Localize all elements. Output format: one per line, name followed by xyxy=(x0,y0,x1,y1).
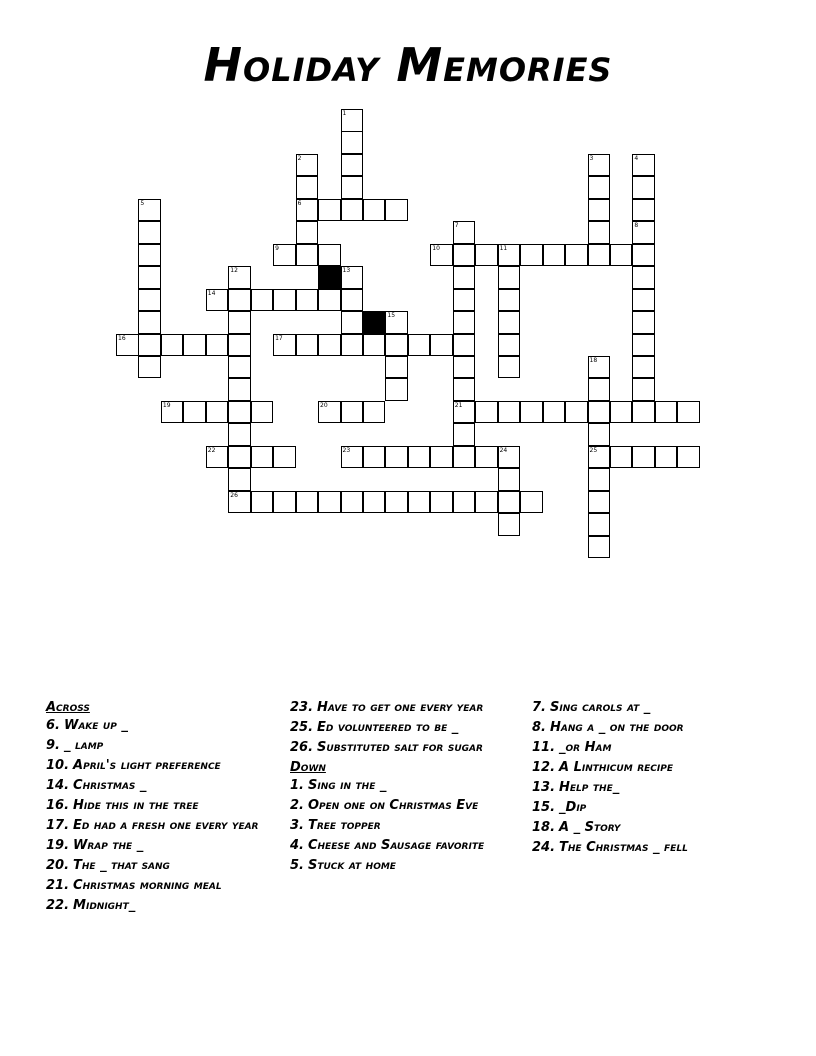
grid-cell[interactable] xyxy=(138,199,161,222)
grid-cell[interactable] xyxy=(318,244,341,267)
grid-cell[interactable] xyxy=(588,176,611,199)
clue-number: 15 xyxy=(387,312,396,319)
grid-cell[interactable] xyxy=(228,401,251,424)
clue-number-label: 18. xyxy=(532,820,556,835)
across-clue xyxy=(46,878,276,894)
grid-cell[interactable] xyxy=(632,154,655,177)
grid-cell[interactable] xyxy=(341,199,364,222)
clue-text: Sing carols at _ xyxy=(549,700,651,715)
grid-cell[interactable] xyxy=(273,244,296,267)
grid-cell[interactable] xyxy=(453,266,476,289)
grid-cell[interactable] xyxy=(588,423,611,446)
grid-cell[interactable] xyxy=(498,513,521,536)
down-clue xyxy=(290,858,520,874)
clue-number: 23 xyxy=(342,446,351,454)
grid-cell[interactable] xyxy=(228,491,251,514)
grid-cell[interactable] xyxy=(498,401,521,424)
grid-cell[interactable] xyxy=(273,334,296,357)
clue-number: 8 xyxy=(634,222,639,230)
grid-cell[interactable] xyxy=(610,401,633,424)
grid-cell[interactable] xyxy=(475,401,498,424)
down-clue xyxy=(532,780,762,796)
grid-cell[interactable] xyxy=(161,401,184,424)
grid-cell[interactable] xyxy=(610,244,633,267)
grid-cell[interactable] xyxy=(318,334,341,357)
grid-cell[interactable] xyxy=(677,446,700,469)
grid-cell[interactable] xyxy=(251,401,274,424)
grid-cell[interactable] xyxy=(632,356,655,379)
clue-number: 3 xyxy=(589,154,594,162)
grid-cell[interactable] xyxy=(588,356,611,379)
grid-cell[interactable] xyxy=(341,334,364,357)
grid-cell[interactable] xyxy=(453,401,476,424)
grid-cell[interactable] xyxy=(296,244,319,267)
grid-cell[interactable] xyxy=(498,446,521,469)
clue-number: 6 xyxy=(297,199,302,207)
grid-cell[interactable] xyxy=(363,199,386,222)
clue-number: 2 xyxy=(297,154,302,162)
grid-cell[interactable] xyxy=(273,446,296,469)
clue-text: The Christmas _ fell xyxy=(559,840,688,855)
grid-cell[interactable] xyxy=(228,423,251,446)
grid-cell[interactable] xyxy=(498,356,521,379)
clue-number-label: 25. xyxy=(290,720,314,735)
clue-text: _or Ham xyxy=(559,740,612,755)
grid-cell[interactable] xyxy=(475,446,498,469)
down-clue xyxy=(532,800,762,816)
across-clues-part-2 xyxy=(290,700,520,756)
clue-number: 25 xyxy=(589,446,598,454)
down-clue xyxy=(290,778,520,794)
grid-cell[interactable] xyxy=(341,266,364,289)
clue-number-label: 1. xyxy=(290,778,304,793)
across-clues-part-1 xyxy=(46,718,276,914)
grid-cell[interactable] xyxy=(632,289,655,312)
clue-column-1 xyxy=(46,700,276,918)
across-clue xyxy=(46,798,276,814)
grid-cell[interactable] xyxy=(385,311,408,334)
across-clue xyxy=(46,858,276,874)
grid-cell[interactable] xyxy=(273,491,296,514)
grid-cell[interactable] xyxy=(296,221,319,244)
grid-cell[interactable] xyxy=(228,311,251,334)
grid-cell[interactable] xyxy=(341,446,364,469)
grid-cell[interactable] xyxy=(588,468,611,491)
grid-cell[interactable] xyxy=(632,176,655,199)
clue-number: 26 xyxy=(230,491,238,499)
grid-cell[interactable] xyxy=(296,334,319,357)
clue-text: Hide this in the tree xyxy=(73,798,199,813)
across-clue xyxy=(290,700,520,716)
grid-cell[interactable] xyxy=(138,244,161,267)
across-clue xyxy=(46,818,276,834)
grid-cell[interactable] xyxy=(385,446,408,469)
clue-number: 24 xyxy=(499,446,508,454)
grid-cell[interactable] xyxy=(453,378,476,401)
clue-number-label: 15. xyxy=(532,800,556,815)
grid-cell[interactable] xyxy=(498,491,521,514)
grid-cell[interactable] xyxy=(655,446,678,469)
clue-number: 20 xyxy=(320,401,328,409)
grid-cell[interactable] xyxy=(206,446,229,469)
black-cell xyxy=(318,266,341,289)
grid-cell[interactable] xyxy=(251,491,274,514)
grid-cell[interactable] xyxy=(206,334,229,357)
grid-cell[interactable] xyxy=(341,491,364,514)
grid-cell[interactable] xyxy=(430,491,453,514)
down-clue xyxy=(532,700,762,716)
grid-cell[interactable] xyxy=(341,401,364,424)
clue-column-2 xyxy=(290,700,520,878)
clue-text: Ed had a fresh one every year xyxy=(73,818,259,833)
clue-text: Cheese and Sausage favorite xyxy=(307,838,485,853)
grid-cell[interactable] xyxy=(183,401,206,424)
clue-column-3 xyxy=(532,700,762,860)
clue-number: 7 xyxy=(454,222,459,230)
grid-cell[interactable] xyxy=(296,154,319,177)
grid-cell[interactable] xyxy=(385,378,408,401)
grid-cell[interactable] xyxy=(453,491,476,514)
clue-number-label: 2. xyxy=(290,798,304,813)
grid-cell[interactable] xyxy=(632,221,655,244)
grid-cell[interactable] xyxy=(610,446,633,469)
clue-number-label: 13. xyxy=(532,780,556,795)
grid-cell[interactable] xyxy=(498,334,521,357)
clue-number: 12 xyxy=(230,267,238,275)
clue-text: Wrap the _ xyxy=(73,838,144,853)
grid-cell[interactable] xyxy=(273,289,296,312)
grid-cell[interactable] xyxy=(453,244,476,267)
grid-cell[interactable] xyxy=(296,199,319,222)
grid-cell[interactable] xyxy=(206,289,229,312)
grid-cell[interactable] xyxy=(318,401,341,424)
grid-cell[interactable] xyxy=(228,378,251,401)
grid-cell[interactable] xyxy=(677,401,700,424)
clue-number: 21 xyxy=(454,401,463,409)
across-clue xyxy=(46,898,276,914)
grid-cell[interactable] xyxy=(498,289,521,312)
grid-cell[interactable] xyxy=(632,199,655,222)
clue-number-label: 9. xyxy=(46,738,60,753)
clue-text: Midnight_ xyxy=(73,898,136,913)
clue-number: 13 xyxy=(342,267,351,275)
clue-number: 4 xyxy=(634,154,639,162)
grid-cell[interactable] xyxy=(588,154,611,177)
down-clue xyxy=(532,720,762,736)
clue-text: Tree topper xyxy=(307,818,381,833)
grid-cell[interactable] xyxy=(655,401,678,424)
clue-number: 9 xyxy=(275,244,279,252)
grid-cell[interactable] xyxy=(228,356,251,379)
clue-text: Hang a _ on the door xyxy=(549,720,684,735)
clue-text: A Linthicum recipe xyxy=(559,760,673,775)
grid-cell[interactable] xyxy=(341,289,364,312)
clue-text: Open one on Christmas Eve xyxy=(307,798,479,813)
clue-number-label: 16. xyxy=(46,798,70,813)
grid-cell[interactable] xyxy=(453,311,476,334)
grid-cell[interactable] xyxy=(138,334,161,357)
grid-cell[interactable] xyxy=(138,356,161,379)
clue-text: A _ Story xyxy=(559,820,621,835)
grid-cell[interactable] xyxy=(206,401,229,424)
grid-cell[interactable] xyxy=(588,378,611,401)
grid-cell[interactable] xyxy=(588,513,611,536)
clue-number-label: 17. xyxy=(46,818,70,833)
clue-text: Sing in the _ xyxy=(307,778,387,793)
grid-cell[interactable] xyxy=(453,446,476,469)
clue-number-label: 19. xyxy=(46,838,70,853)
grid-cell[interactable] xyxy=(296,289,319,312)
clue-number-label: 26. xyxy=(290,740,314,755)
clue-number-label: 11. xyxy=(532,740,556,755)
clue-text: Help the_ xyxy=(559,780,620,795)
across-clue xyxy=(290,720,520,736)
clue-number-label: 24. xyxy=(532,840,556,855)
grid-cell[interactable] xyxy=(296,176,319,199)
clue-number-label: 8. xyxy=(532,720,546,735)
grid-cell[interactable] xyxy=(498,244,521,267)
grid-cell[interactable] xyxy=(453,423,476,446)
grid-cell[interactable] xyxy=(341,311,364,334)
grid-cell[interactable] xyxy=(588,491,611,514)
clue-number-label: 3. xyxy=(290,818,304,833)
grid-cell[interactable] xyxy=(138,289,161,312)
grid-cell[interactable] xyxy=(363,446,386,469)
grid-cell[interactable] xyxy=(183,334,206,357)
clue-number-label: 20. xyxy=(46,858,70,873)
grid-cell[interactable] xyxy=(588,221,611,244)
across-clue xyxy=(46,838,276,854)
grid-cell[interactable] xyxy=(138,221,161,244)
grid-cell[interactable] xyxy=(453,356,476,379)
grid-cell[interactable] xyxy=(228,468,251,491)
page-title: Holiday Memories xyxy=(203,38,613,92)
grid-cell[interactable] xyxy=(318,289,341,312)
black-cell xyxy=(363,311,386,334)
grid-cell[interactable] xyxy=(385,199,408,222)
grid-cell[interactable] xyxy=(341,131,364,154)
across-heading: Across xyxy=(46,700,90,715)
grid-cell[interactable] xyxy=(520,244,543,267)
down-clue xyxy=(290,818,520,834)
grid-cell[interactable] xyxy=(543,244,566,267)
grid-cell[interactable] xyxy=(475,244,498,267)
clue-number: 5 xyxy=(140,199,145,207)
clue-number-label: 23. xyxy=(290,700,314,715)
clue-number-label: 4. xyxy=(290,838,304,853)
grid-cell[interactable] xyxy=(588,199,611,222)
across-clue xyxy=(46,758,276,774)
grid-cell[interactable] xyxy=(588,244,611,267)
across-clue xyxy=(290,740,520,756)
grid-cell[interactable] xyxy=(632,311,655,334)
grid-cell[interactable] xyxy=(632,378,655,401)
clue-number-label: 10. xyxy=(46,758,70,773)
down-clue xyxy=(532,840,762,856)
clue-number: 22 xyxy=(207,446,216,454)
grid-cell[interactable] xyxy=(228,446,251,469)
grid-cell[interactable] xyxy=(632,266,655,289)
grid-cell[interactable] xyxy=(453,289,476,312)
grid-cell[interactable] xyxy=(228,266,251,289)
clue-text: April's light preference xyxy=(73,758,221,773)
grid-cell[interactable] xyxy=(498,468,521,491)
grid-cell[interactable] xyxy=(543,401,566,424)
grid-cell[interactable] xyxy=(632,334,655,357)
grid-cell[interactable] xyxy=(318,199,341,222)
clue-text: Ed volunteered to be _ xyxy=(317,720,459,735)
down-clue xyxy=(532,740,762,756)
grid-cell[interactable] xyxy=(475,491,498,514)
clue-number: 1 xyxy=(342,110,347,117)
clue-number: 19 xyxy=(162,401,171,409)
grid-cell[interactable] xyxy=(251,446,274,469)
down-clue xyxy=(532,760,762,776)
grid-cell[interactable] xyxy=(296,491,319,514)
clue-number: 10 xyxy=(432,244,440,252)
grid-cell[interactable] xyxy=(251,289,274,312)
grid-cell[interactable] xyxy=(430,244,453,267)
clue-text: Christmas morning meal xyxy=(73,878,222,893)
clue-text: The _ that sang xyxy=(73,858,170,873)
grid-cell[interactable] xyxy=(363,401,386,424)
grid-cell[interactable] xyxy=(228,334,251,357)
grid-cell[interactable] xyxy=(318,491,341,514)
clue-text: Christmas _ xyxy=(73,778,147,793)
down-clue xyxy=(290,798,520,814)
grid-cell[interactable] xyxy=(565,401,588,424)
clue-number-label: 22. xyxy=(46,898,70,913)
down-clues-part-1 xyxy=(290,778,520,874)
grid-cell[interactable] xyxy=(632,401,655,424)
clue-number: 11 xyxy=(499,244,508,252)
down-clues-part-2 xyxy=(532,700,762,856)
grid-cell[interactable] xyxy=(498,311,521,334)
grid-cell[interactable] xyxy=(341,176,364,199)
clue-number: 17 xyxy=(275,334,283,342)
grid-cell[interactable] xyxy=(161,334,184,357)
across-clue xyxy=(46,778,276,794)
clue-number-label: 21. xyxy=(46,878,70,893)
grid-cell[interactable] xyxy=(565,244,588,267)
grid-cell[interactable] xyxy=(341,109,364,132)
clue-text: Have to get one every year xyxy=(317,700,484,715)
grid-cell[interactable] xyxy=(588,401,611,424)
grid-cell[interactable] xyxy=(116,334,139,357)
grid-cell[interactable] xyxy=(138,266,161,289)
clue-number-label: 12. xyxy=(532,760,556,775)
grid-cell[interactable] xyxy=(453,334,476,357)
clue-text: _Dip xyxy=(559,800,587,815)
clue-number-label: 7. xyxy=(532,700,546,715)
across-clue xyxy=(46,738,276,754)
clue-number: 18 xyxy=(589,356,598,364)
clue-text: Substituted salt for sugar xyxy=(317,740,483,755)
grid-cell[interactable] xyxy=(408,334,431,357)
grid-cell[interactable] xyxy=(632,244,655,267)
clue-number-label: 6. xyxy=(46,718,60,733)
grid-cell[interactable] xyxy=(498,266,521,289)
grid-cell[interactable] xyxy=(453,221,476,244)
clue-number: 16 xyxy=(118,334,126,342)
down-heading: Down xyxy=(290,760,326,775)
grid-cell[interactable] xyxy=(385,356,408,379)
clue-text: Wake up _ xyxy=(63,718,128,733)
grid-cell[interactable] xyxy=(408,491,431,514)
grid-cell[interactable] xyxy=(632,446,655,469)
clue-text: _ lamp xyxy=(63,738,104,753)
clue-number-label: 14. xyxy=(46,778,70,793)
down-clue xyxy=(290,838,520,854)
grid-cell[interactable] xyxy=(341,154,364,177)
grid-cell[interactable] xyxy=(138,311,161,334)
across-clue xyxy=(46,718,276,734)
grid-cell[interactable] xyxy=(588,446,611,469)
grid-cell[interactable] xyxy=(385,334,408,357)
grid-cell[interactable] xyxy=(228,289,251,312)
grid-cell[interactable] xyxy=(520,491,543,514)
grid-cell[interactable] xyxy=(520,401,543,424)
clue-text: Stuck at home xyxy=(307,858,396,873)
grid-cell[interactable] xyxy=(430,334,453,357)
down-clue xyxy=(532,820,762,836)
grid-cell[interactable] xyxy=(430,446,453,469)
grid-cell[interactable] xyxy=(363,491,386,514)
grid-cell[interactable] xyxy=(588,536,611,559)
grid-cell[interactable] xyxy=(385,491,408,514)
clue-number-label: 5. xyxy=(290,858,304,873)
grid-cell[interactable] xyxy=(408,446,431,469)
clue-number: 14 xyxy=(207,289,216,297)
grid-cell[interactable] xyxy=(363,334,386,357)
